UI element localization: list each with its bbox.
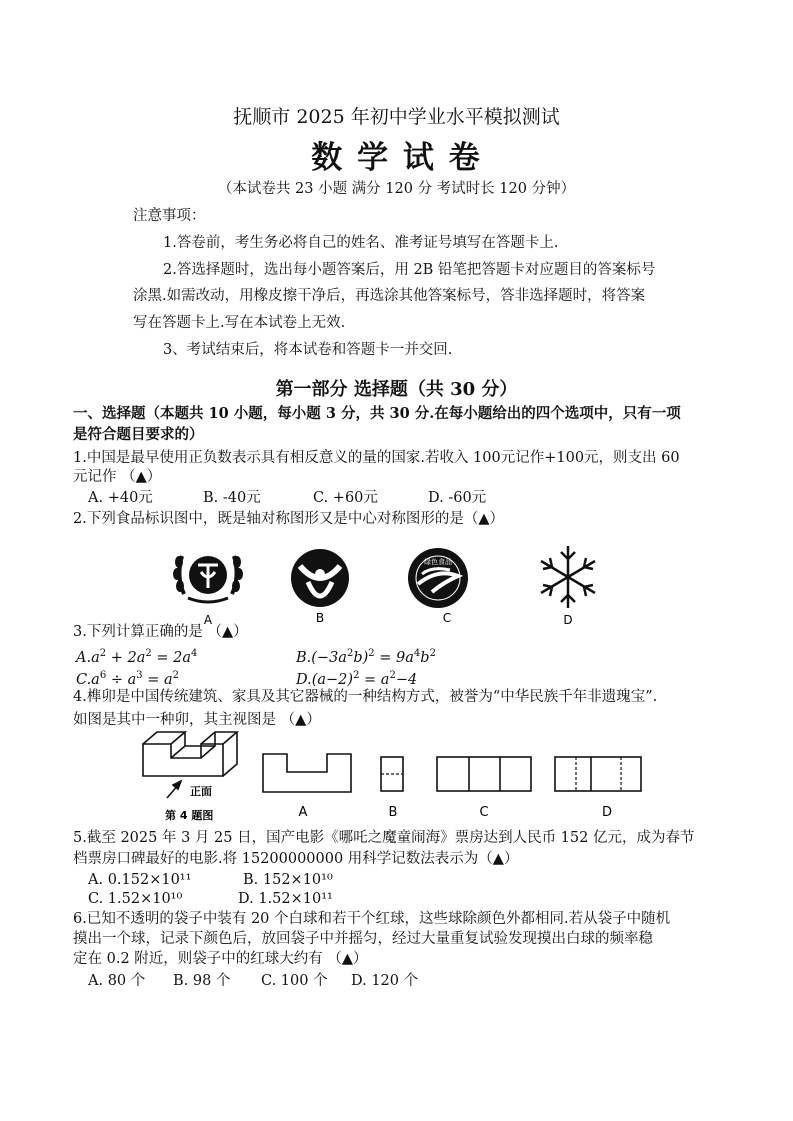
question-4-cont: 如图是其中一种卯，其主视图是 （▲） — [73, 712, 321, 728]
q5-option-c: C. 1.52×10¹⁰ — [88, 891, 183, 907]
question-1: 1.中国是最早使用正负数表示具有相反意义的量的国家.若收入 100元记作+100元，则支出 60 — [73, 450, 680, 466]
q4-figure — [135, 726, 655, 826]
page-title: 数 学 试 卷 — [311, 140, 482, 176]
logo-d-snowflake-icon — [541, 546, 595, 608]
q2-logos-figure — [160, 538, 620, 630]
exam-info: （本试卷共 23 小题 满分 120 分 考试时长 120 分钟） — [217, 181, 576, 197]
question-6: 6.已知不透明的袋子中装有 20 个白球和若干个红球，这些球除颜色外都相同.若从袋子中随机 — [73, 911, 671, 927]
q3-option-a: $A.a^2 + 2a^2 = 2a^4$ — [76, 648, 198, 666]
note-2-cont: 涂黑.如需改动，用橡皮擦干净后，再选涂其他答案标号，答非选择题时，将答案 — [133, 288, 646, 304]
figure-caption: 第 4 题图 — [165, 809, 214, 822]
q6-option-b: B. 98 个 — [173, 973, 231, 989]
q6-option-c: C. 100 个 — [261, 973, 328, 989]
notes-heading: 注意事项： — [133, 208, 206, 224]
q5-option-b: B. 152×10¹⁰ — [243, 872, 333, 888]
q3-option-b: $B.(-3a^2b)^2 = 9a^4b^2$ — [296, 648, 436, 666]
q1-option-a: A. +40元 — [88, 490, 153, 506]
logo-a-laurel-icon — [173, 556, 243, 602]
question-6-end: 定在 0.2 附近，则袋子中的红球大约有 （▲） — [73, 951, 368, 967]
q6-option-d: D. 120 个 — [351, 973, 419, 989]
question-5-cont: 档票房口碑最好的电影.将 15200000000 用科学记数法表示为（▲） — [73, 851, 519, 867]
view-d-shape — [555, 757, 641, 791]
logo-label-a: A — [203, 613, 213, 627]
question-2: 2.下列食品标识图中，既是轴对称图形又是中心对称图形的是（▲） — [73, 511, 504, 527]
q5-option-d: D. 1.52×10¹¹ — [238, 891, 333, 907]
front-arrow-icon — [167, 781, 181, 798]
q3-option-d: $D.(a-2)^2 = a^2-4$ — [296, 670, 418, 688]
view-label-a: A — [298, 805, 308, 820]
q1-option-d: D. -60元 — [428, 490, 487, 506]
question-1-cont: 元记作 （▲） — [73, 469, 162, 485]
logo-c-green-food-icon — [408, 548, 468, 608]
note-2: 2.答选择题时，选出每小题答案后，用 2B 铅笔把答题卡对应题目的答案标号 — [163, 262, 656, 278]
question-6-cont: 摸出一个球，记录下颜色后，放回袋子中并摇匀，经过大量重复试验发现摸出白球的频率稳 — [73, 931, 653, 947]
question-4: 4.榫卯是中国传统建筑、家具及其它器械的一种结构方式，被誉为“中华民族千年非遗瑰宝”. — [73, 689, 658, 705]
logo-b-icon — [291, 549, 349, 607]
logo-label-c: C — [442, 611, 452, 625]
question-3: 3.下列计算正确的是 （▲） — [73, 624, 248, 640]
question-5: 5.截至 2025 年 3 月 25 日，国产电影《哪吒之魔童闹海》票房达到人民币 152 亿元，成为春节 — [73, 830, 695, 846]
view-label-d: D — [601, 805, 613, 820]
q1-option-c: C. +60元 — [313, 490, 378, 506]
view-b-shape — [381, 757, 403, 791]
exam-subtitle: 抚顺市 2025 年初中学业水平模拟测试 — [233, 106, 560, 128]
q6-option-a: A. 80 个 — [88, 973, 146, 989]
q5-option-a: A. 0.152×10¹¹ — [88, 872, 192, 888]
front-label: 正面 — [190, 785, 212, 798]
note-1: 1.答卷前，考生务必将自己的姓名、准考证号填写在答题卡上. — [163, 235, 559, 251]
view-label-b: B — [388, 805, 398, 820]
note-3: 3、考试结束后，将本试卷和答题卡一并交回. — [163, 342, 453, 358]
part-title: 第一部分 选择题（共 30 分） — [275, 379, 518, 400]
note-2-end: 写在答题卡上.写在本试卷上无效. — [133, 315, 346, 331]
logo-c-text: 绿色食品 — [424, 558, 452, 566]
section-heading-cont: 是符合题目要求的） — [73, 426, 204, 443]
logo-label-d: D — [563, 613, 573, 627]
view-label-c: C — [479, 805, 489, 820]
view-a-shape — [263, 754, 351, 792]
q1-option-b: B. -40元 — [203, 490, 261, 506]
section-heading: 一、选择题（本题共 10 小题，每小题 3 分，共 30 分.在每小题给出的四个选项中，只有一项 — [73, 405, 681, 422]
logo-label-b: B — [315, 611, 325, 625]
view-c-shape — [437, 757, 531, 791]
q3-option-c: $C.a^6 \div a^3 = a^2$ — [76, 670, 179, 688]
mortise-3d-icon — [143, 732, 237, 776]
